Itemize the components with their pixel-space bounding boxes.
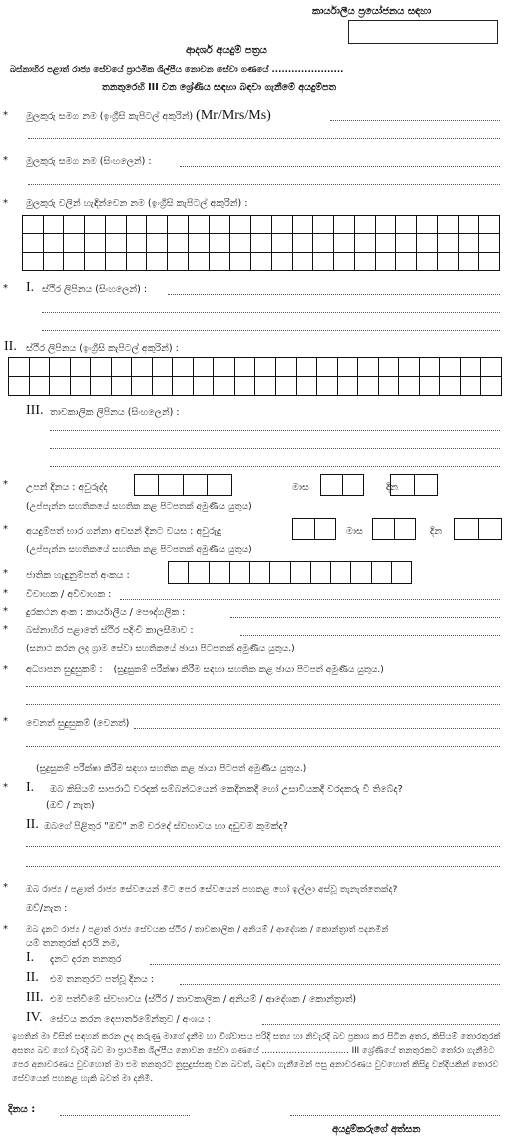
grid-cell[interactable] [355, 234, 376, 252]
grid-cell[interactable] [127, 253, 148, 271]
digit-cell[interactable] [183, 475, 207, 495]
nic-label: ජාතික හැඳුනුම්පත් අංකය : [26, 570, 130, 581]
digit-cell[interactable] [158, 475, 182, 495]
nic-grid[interactable] [168, 561, 412, 584]
grid-cell[interactable] [396, 234, 417, 252]
heading-line1: බස්නාහිර පළාත් රාජ්‍ය සේවයේ ප්‍රාථමික ශිල්පීය නොවන සේවා ගණයේ ...................... [10, 65, 344, 75]
grid-cell[interactable] [334, 216, 355, 234]
grid-cell[interactable] [396, 253, 417, 271]
grid-cell[interactable] [334, 234, 355, 252]
grid-cell[interactable] [230, 253, 251, 271]
grid-cell[interactable] [461, 377, 482, 396]
grid-cell[interactable] [64, 253, 85, 271]
grid-cell[interactable] [379, 377, 400, 396]
grid-cell[interactable] [255, 377, 276, 396]
addr-temp-line2[interactable] [50, 448, 500, 449]
signature-label: අයදුම්කරුගේ අත්සන [332, 1124, 421, 1135]
grid-cell[interactable] [173, 358, 194, 377]
dob-month-box[interactable] [320, 474, 364, 496]
name-english-label: මුලකුරු සමග නම (ඉංග්‍රීසි කැපිටල් අකුරින්) (Mr/Mrs/Ms) [26, 108, 271, 123]
grid-cell[interactable] [358, 377, 379, 396]
grid-cell[interactable] [30, 358, 51, 377]
grid-cell[interactable] [313, 216, 334, 234]
grid-cell[interactable] [293, 253, 314, 271]
name-sinhala-line1[interactable] [180, 166, 500, 167]
age-years-box[interactable] [292, 518, 336, 540]
grid-cell[interactable] [338, 358, 359, 377]
court-q-num: I. [26, 780, 35, 795]
name-sinhala-label: මුලකුරු සමග නම (සිංහලෙන්) : [26, 156, 152, 167]
grid-cell[interactable] [64, 234, 85, 252]
grid-cell[interactable] [313, 234, 334, 252]
addr-temp-line1[interactable] [50, 430, 500, 431]
dept-num: IV. [26, 1010, 43, 1025]
name-english-line2[interactable] [28, 138, 500, 139]
grid-cell[interactable] [230, 234, 251, 252]
name-sinhala-line2[interactable] [28, 184, 500, 185]
other-qual-note: (සුදුසුකම් පරීක්ෂා කිරීම සඳහා සහතික කළ ඡායා පිටපත් අමුණිය යුතුය.) [36, 764, 307, 774]
grid-cell[interactable] [194, 377, 215, 396]
digit-cell[interactable] [342, 475, 364, 495]
grid-cell[interactable] [23, 216, 44, 234]
required-marker: * [3, 782, 8, 793]
grid-cell[interactable] [147, 216, 168, 234]
residence-line[interactable] [240, 635, 500, 636]
grid-cell[interactable] [189, 253, 210, 271]
grid-cell[interactable] [313, 253, 334, 271]
addr-temp-line3[interactable] [50, 466, 500, 467]
grid-cell[interactable] [44, 253, 65, 271]
addr-perm-si-line2[interactable] [42, 312, 500, 313]
dob-month-label: මාස [292, 482, 309, 493]
digit-cell[interactable] [478, 519, 502, 539]
grid-cell[interactable] [23, 253, 44, 271]
cur-post-line[interactable] [150, 964, 500, 965]
grid-cell[interactable] [168, 216, 189, 234]
grid-cell[interactable] [30, 377, 51, 396]
grid-cell[interactable] [479, 253, 500, 271]
age-month-label: මාස [346, 526, 363, 537]
digit-cell[interactable] [293, 519, 314, 539]
grid-cell[interactable] [396, 216, 417, 234]
appt-date-num: II. [26, 970, 39, 985]
grid-cell[interactable] [481, 377, 502, 396]
digit-cell[interactable] [391, 562, 411, 583]
grid-cell[interactable] [317, 358, 338, 377]
dob-label: උපන් දිනය : අවුරුද්ද [26, 482, 108, 493]
digit-cell[interactable] [269, 562, 289, 583]
required-marker: * [3, 924, 8, 935]
grid-cell[interactable] [293, 234, 314, 252]
age-label: අයදුම්පත් භාර ගන්නා අවසන් දිනට වයස : අවුරුදු [26, 526, 222, 537]
grid-cell[interactable] [417, 234, 438, 252]
grid-cell[interactable] [297, 358, 318, 377]
addr-perm-en-num: II. [4, 339, 17, 354]
required-marker: * [3, 882, 8, 893]
digit-cell[interactable] [314, 519, 336, 539]
digit-cell[interactable] [169, 562, 188, 583]
digit-cell[interactable] [321, 475, 342, 495]
digit-cell[interactable] [188, 562, 208, 583]
grid-cell[interactable] [106, 216, 127, 234]
grid-cell[interactable] [210, 253, 231, 271]
digit-cell[interactable] [249, 562, 269, 583]
office-use-box[interactable] [348, 20, 498, 44]
grid-cell[interactable] [210, 234, 231, 252]
grid-cell[interactable] [358, 358, 379, 377]
digit-cell[interactable] [455, 519, 478, 539]
grid-cell[interactable] [168, 253, 189, 271]
digit-cell[interactable] [207, 475, 231, 495]
grid-cell[interactable] [85, 234, 106, 252]
prev-service-yes-no: ඔව්/නැත : [26, 903, 68, 914]
required-marker: * [3, 198, 8, 209]
grid-cell[interactable] [85, 253, 106, 271]
grid-cell[interactable] [297, 377, 318, 396]
birth-cert-note: (උප්පැන්න සහතිකයේ සහතික කළ පිටපතක් අමුණිය යුතුය) [26, 502, 252, 512]
grid-cell[interactable] [50, 358, 71, 377]
grid-cell[interactable] [91, 358, 112, 377]
grid-cell[interactable] [127, 216, 148, 234]
grid-cell[interactable] [376, 216, 397, 234]
grid-cell[interactable] [64, 216, 85, 234]
digit-cell[interactable] [310, 562, 330, 583]
grid-cell[interactable] [23, 234, 44, 252]
required-marker: * [3, 479, 8, 490]
grid-cell[interactable] [50, 377, 71, 396]
prev-service-question: ඔබ රාජ්‍ය / පළාත් රාජ්‍ය සේවයෙන් මීට පෙර සේවයෙන් පහකළ හෝ ඉල්ලා අස්වූ තැනැත්තෙක්ද? [26, 884, 398, 895]
grid-cell[interactable] [173, 377, 194, 396]
grid-cell[interactable] [235, 377, 256, 396]
addr-perm-si-label: ස්ථිර ලිපිනය (සිංහලෙන්) : [42, 284, 148, 295]
heading-line2: තනතුරෙහි III වන ශ්‍රේණිය සඳහා බඳවා ගැනීමේ අයදුම්පත [102, 82, 337, 93]
appt-nature-label: එම පත්වීමේ ස්වභාවය (ස්ථිර / තාවකාලික / අනියම් / ආදේශක / කොන්ත්‍රාත්) [50, 994, 357, 1005]
office-use-label: කාර්යාලීය ප්‍රයෝජනය සඳහා [312, 6, 432, 17]
grid-cell[interactable] [127, 234, 148, 252]
grid-cell[interactable] [293, 216, 314, 234]
age-month-box[interactable] [372, 518, 416, 540]
required-marker: * [3, 155, 8, 166]
grid-cell[interactable] [251, 216, 272, 234]
grid-cell[interactable] [147, 234, 168, 252]
grid-cell[interactable] [91, 377, 112, 396]
addr-perm-en-grid[interactable] [8, 357, 502, 396]
grid-cell[interactable] [479, 234, 500, 252]
grid-cell[interactable] [481, 358, 502, 377]
other-qual-line2[interactable] [26, 746, 500, 747]
grid-cell[interactable] [338, 377, 359, 396]
grid-cell[interactable] [399, 358, 420, 377]
cur-post-num: I. [26, 950, 35, 965]
grid-cell[interactable] [235, 358, 256, 377]
digit-cell[interactable] [135, 475, 158, 495]
digit-cell[interactable] [209, 562, 229, 583]
grid-cell[interactable] [194, 358, 215, 377]
grid-cell[interactable] [440, 358, 461, 377]
court-q2-num: II. [26, 817, 39, 832]
grid-cell[interactable] [438, 253, 459, 271]
grid-cell[interactable] [479, 216, 500, 234]
grid-cell[interactable] [334, 253, 355, 271]
grid-cell[interactable] [214, 358, 235, 377]
grid-cell[interactable] [272, 253, 293, 271]
name-denoted-label: මුලකුරු වලින් හැඳින්වෙන නම (ඉංග්‍රීසි කැපිටල් අකුරින්) : [26, 198, 248, 209]
other-qual-line1[interactable] [134, 728, 500, 729]
digit-cell[interactable] [330, 562, 350, 583]
grid-cell[interactable] [71, 358, 92, 377]
grid-cell[interactable] [376, 234, 397, 252]
dept-label: සේවය කරන දෙපාර්තමේන්තුව / අංශය : [50, 1014, 211, 1025]
dob-year-box[interactable] [134, 474, 232, 496]
addr-perm-en-label: ස්ථිර ලිපිනය (ඉංග්‍රීසි කැපිටල් අකුරින්) : [26, 343, 179, 354]
form-title: ආදර්ශ අයදුම් පත්‍රය [186, 45, 267, 56]
digit-cell[interactable] [391, 475, 414, 495]
appt-nature-num: III. [26, 990, 44, 1005]
grid-cell[interactable] [420, 358, 441, 377]
edu-qual-label: අධ්‍යාපන සුදුසුකම් : (සුදුසුකම් පරීක්ෂා කිරීම සඳහා සහතික කළ ඡායා පිටපත් අමුණිය යුතුය.) [26, 664, 384, 675]
dob-day-box[interactable] [390, 474, 438, 496]
gn-cert-note: (සනාථ කරන ලද ග්‍රාම සේවා සහතිකයේ ඡායා පිටපතක් අමුණිය යුතුය.) [26, 644, 295, 654]
court-line2[interactable] [26, 866, 500, 867]
grid-cell[interactable] [71, 377, 92, 396]
grid-cell[interactable] [376, 253, 397, 271]
birth-cert-note-2: (උප්පැන්න සහතිකයේ සහතික කළ පිටපතක් අමුණිය යුතුය) [26, 545, 252, 555]
grid-cell[interactable] [251, 253, 272, 271]
dept-line[interactable] [262, 1024, 500, 1025]
grid-cell[interactable] [147, 253, 168, 271]
grid-cell[interactable] [379, 358, 400, 377]
addr-temp-num: III. [26, 403, 44, 418]
court-question: ඔබ කිසියම් සාපරාධී වරදක් සම්බන්ධයෙන් කෙදිනකදී හෝ උසාවියකදී වරදකරු වී තිබේද? [50, 784, 403, 795]
grid-cell[interactable] [459, 253, 480, 271]
digit-cell[interactable] [229, 562, 249, 583]
grid-cell[interactable] [420, 377, 441, 396]
digit-cell[interactable] [414, 475, 438, 495]
cur-post-label: දැනට දරන තනතුර [50, 954, 122, 965]
name-english-line1[interactable] [330, 120, 500, 121]
addr-perm-si-line1[interactable] [168, 294, 500, 295]
edu-qual-line2[interactable] [26, 704, 500, 705]
required-marker: * [3, 606, 8, 617]
grid-cell[interactable] [132, 358, 153, 377]
grid-cell[interactable] [214, 377, 235, 396]
other-qual-label: වෙනත් සුදුසුකම් (වෙනත්) [26, 718, 130, 729]
required-marker: * [3, 524, 8, 535]
date-label: දිනය : [8, 1104, 36, 1115]
grid-cell[interactable] [168, 234, 189, 252]
required-marker: * [3, 716, 8, 727]
date-line[interactable] [60, 1115, 190, 1116]
addr-temp-label: තාවකාලික ලිපිනය (සිංහලෙන්) : [50, 407, 180, 418]
grid-cell[interactable] [272, 234, 293, 252]
grid-cell[interactable] [189, 234, 210, 252]
grid-cell[interactable] [44, 234, 65, 252]
signature-line[interactable] [290, 1115, 500, 1116]
grid-cell[interactable] [210, 216, 231, 234]
edu-qual-line1[interactable] [26, 686, 500, 687]
grid-cell[interactable] [417, 216, 438, 234]
addr-perm-si-num: I. [26, 280, 35, 295]
phone-label: දුරකථන අංක : කාර්යාලීය / පෞද්ගලික : [26, 607, 186, 618]
grid-cell[interactable] [417, 253, 438, 271]
residence-label: බස්නාහිර පළාතේ ස්ථිර පදිංචි කාලසීමාව : [26, 625, 194, 636]
declaration-text: ඉහතින් මා විසින් සඳහන් කරන ලද කරුණු මාගේ දැනීම හා විශ්වාසය පරිදි සත්‍ය හා නිවැරදි බව ප්‍රකාශ කර සිටින අතර, කිසියම් තොරතුරක් අසත්‍ය බව හෝ වැරදි බව මා ප්‍රාථමික ශිල්පීය නොවන සේවා ගණයේ ................................ III ශ්‍රේණියේ තනතුරකට තෝරා ගැනීමට පෙර අනාවරණය වුවහොත් මා එම තනතුරට නුසුදුස්සකු වන බවත්, බඳවා ගැනීමෙන් පසු අනාවරණය වුවහොත් කිසිදු වන්දියකින් තොරව සේවයෙන් පහකළ හැකි බවත් මා දනිමි. [12, 1032, 501, 1084]
dob-day-label: දින [386, 482, 398, 493]
grid-cell[interactable] [153, 358, 174, 377]
current-employee-text: ඔබ දැනට රාජ්‍ය / පළාත් රාජ්‍ය සේවයක ස්ථිර / තාවකාලික / අනියම් / ආදේශක / කොන්ත්‍රාත් පදනමින් [26, 925, 389, 935]
digit-cell[interactable] [394, 519, 416, 539]
grid-cell[interactable] [438, 216, 459, 234]
grid-cell[interactable] [112, 377, 133, 396]
required-marker: * [3, 664, 8, 675]
court-yes-no: (ඔව් / නැත) [46, 800, 95, 811]
grid-cell[interactable] [106, 234, 127, 252]
grid-cell[interactable] [189, 216, 210, 234]
grid-cell[interactable] [438, 234, 459, 252]
appt-date-label: එම තනතුරට පත්වූ දිනය : [50, 974, 154, 985]
grid-cell[interactable] [459, 216, 480, 234]
grid-cell[interactable] [355, 216, 376, 234]
required-marker: * [3, 110, 8, 121]
grid-cell[interactable] [459, 234, 480, 252]
name-denoted-grid[interactable] [22, 215, 500, 271]
grid-cell[interactable] [106, 253, 127, 271]
required-marker: * [3, 588, 8, 599]
required-marker: * [3, 624, 8, 635]
current-employee-text-2: යම් තනතුරක් දරයි නම, [26, 938, 120, 949]
digit-cell[interactable] [290, 562, 310, 583]
grid-cell[interactable] [440, 377, 461, 396]
grid-cell[interactable] [355, 253, 376, 271]
grid-cell[interactable] [112, 358, 133, 377]
grid-cell[interactable] [9, 358, 30, 377]
grid-cell[interactable] [399, 377, 420, 396]
age-day-box[interactable] [454, 518, 502, 540]
civil-status-label: විවාහක / අවිවාහක : [26, 589, 112, 600]
grid-cell[interactable] [276, 358, 297, 377]
required-marker: * [3, 568, 8, 579]
grid-cell[interactable] [132, 377, 153, 396]
court-line1[interactable] [26, 846, 500, 847]
grid-cell[interactable] [255, 358, 276, 377]
grid-cell[interactable] [461, 358, 482, 377]
grid-cell[interactable] [44, 216, 65, 234]
grid-cell[interactable] [230, 216, 251, 234]
grid-cell[interactable] [272, 216, 293, 234]
digit-cell[interactable] [371, 562, 391, 583]
appt-date-line[interactable] [180, 984, 500, 985]
grid-cell[interactable] [153, 377, 174, 396]
phone-line[interactable] [230, 617, 500, 618]
grid-cell[interactable] [251, 234, 272, 252]
age-day-label: දින [430, 526, 442, 537]
grid-cell[interactable] [317, 377, 338, 396]
digit-cell[interactable] [350, 562, 370, 583]
grid-cell[interactable] [276, 377, 297, 396]
required-marker: * [3, 283, 8, 294]
court-question-2: ඔබගේ පිළිතුර "ඔව්" නම් වරදේ ස්වභාවය හා දඩුවම කුමක්ද? [44, 821, 288, 832]
addr-perm-si-line3[interactable] [42, 330, 500, 331]
grid-cell[interactable] [85, 216, 106, 234]
civil-status-line[interactable] [120, 599, 500, 600]
digit-cell[interactable] [373, 519, 394, 539]
grid-cell[interactable] [9, 377, 30, 396]
